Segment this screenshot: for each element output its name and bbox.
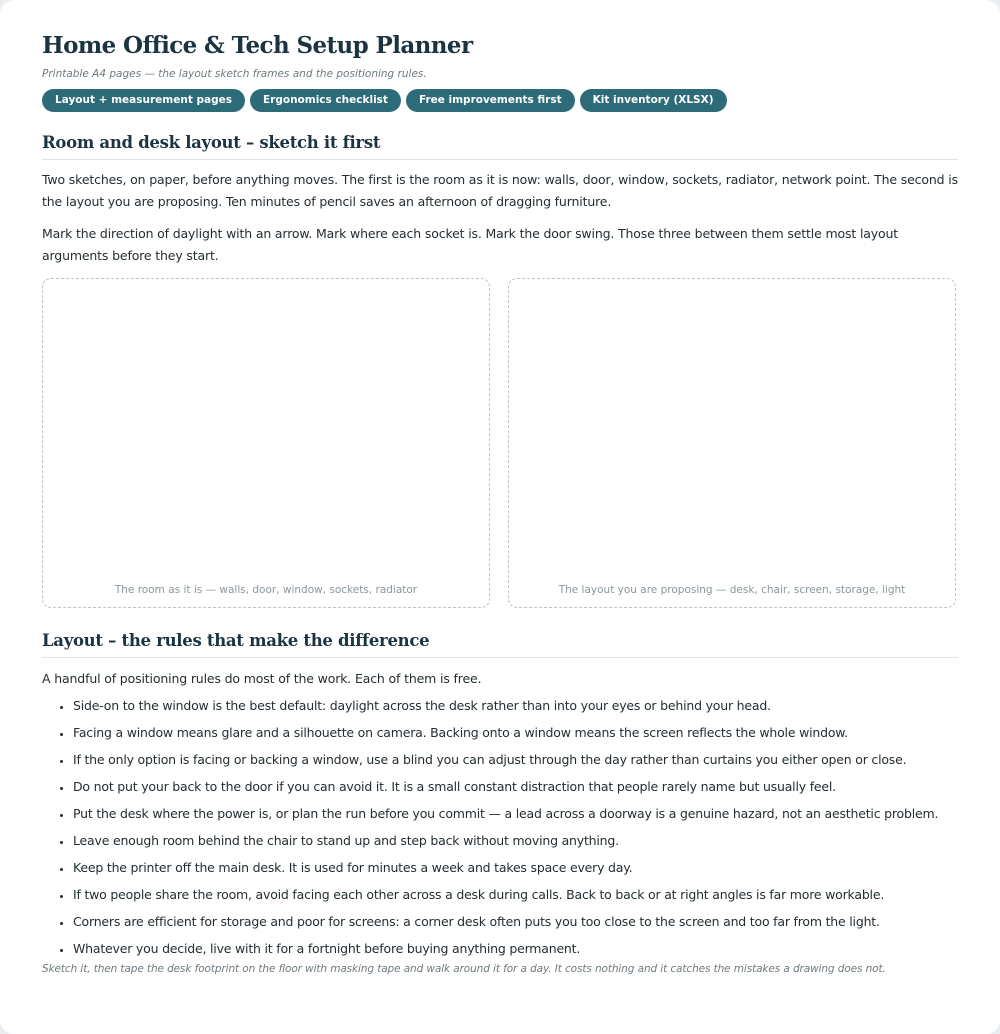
layout-paragraph: Two sketches, on paper, before anything moves. The first is the room as it is now: walls, door, window, sockets, radiator, network point. The second is the layout you are proposing. Ten minutes of pencil saves an afternoon of dragging furniture. bbox=[42, 172, 958, 209]
page-title: Home Office & Tech Setup Planner bbox=[42, 32, 473, 59]
pill-ergonomics-checklist[interactable]: Ergonomics checklist bbox=[250, 89, 401, 112]
pill-nav bbox=[42, 88, 958, 112]
page-subtitle: Printable A4 pages — the layout sketch frames and the positioning rules. bbox=[42, 68, 427, 80]
rules-list bbox=[42, 696, 958, 959]
sketch-frame-caption: The layout you are proposing — desk, chair, screen, storage, light bbox=[558, 584, 906, 596]
section-heading-rules: Layout – the rules that make the difference bbox=[42, 628, 958, 658]
list-item: • Facing a window means glare and a silhouette on camera. Backing onto a window means the screen reflects the whole window. bbox=[73, 723, 958, 743]
footnote: Sketch it, then tape the desk footprint on the floor with masking tape and walk around it for a day. It costs nothing and it catches the mistakes a drawing does not. bbox=[42, 963, 886, 975]
list-item: • Keep the printer off the main desk. It is used for minutes a week and takes space every day. bbox=[73, 858, 958, 878]
list-item: • If two people share the room, avoid facing each other across a desk during calls. Back to back or at right angles is far more workable. bbox=[73, 885, 958, 905]
list-item: • If the only option is facing or backing a window, use a blind you can adjust through the day rather than curtains you either open or close. bbox=[73, 750, 958, 770]
pill-layout-measurement-pages[interactable]: Layout + measurement pages bbox=[42, 89, 245, 112]
sketch-frame-caption: The room as it is — walls, door, window, sockets, radiator bbox=[114, 584, 418, 596]
section-heading-layout: Room and desk layout – sketch it first bbox=[42, 130, 958, 160]
sketch-frame-proposed-layout bbox=[508, 278, 956, 608]
pill-free-improvements-first[interactable]: Free improvements first bbox=[406, 89, 575, 112]
list-item: • Whatever you decide, live with it for a fortnight before buying anything permanent. bbox=[73, 939, 958, 959]
list-item: • Put the desk where the power is, or plan the run before you commit — a lead across a doorway is a genuine hazard, not an aesthetic problem. bbox=[73, 804, 958, 824]
layout-paragraph: Mark the direction of daylight with an arrow. Mark where each socket is. Mark the door swing. Those three between them settle most layout arguments before they start. bbox=[42, 226, 899, 263]
pill-kit-inventory-xlsx[interactable]: Kit inventory (XLSX) bbox=[580, 89, 727, 112]
list-item: • Corners are efficient for storage and poor for screens: a corner desk often puts you too close to the screen and too far from the light. bbox=[73, 912, 958, 932]
list-item: • Side-on to the window is the best default: daylight across the desk rather than into your eyes or behind your head. bbox=[73, 696, 958, 716]
sketch-frames bbox=[42, 278, 958, 610]
list-item: • Leave enough room behind the chair to stand up and step back without moving anything. bbox=[73, 831, 958, 851]
rules-intro: A handful of positioning rules do most of the work. Each of them is free. bbox=[42, 671, 482, 686]
list-item: • Do not put your back to the door if you can avoid it. It is a small constant distraction that people rarely name but usually feel. bbox=[73, 777, 958, 797]
sketch-frame-current-room bbox=[42, 278, 490, 608]
